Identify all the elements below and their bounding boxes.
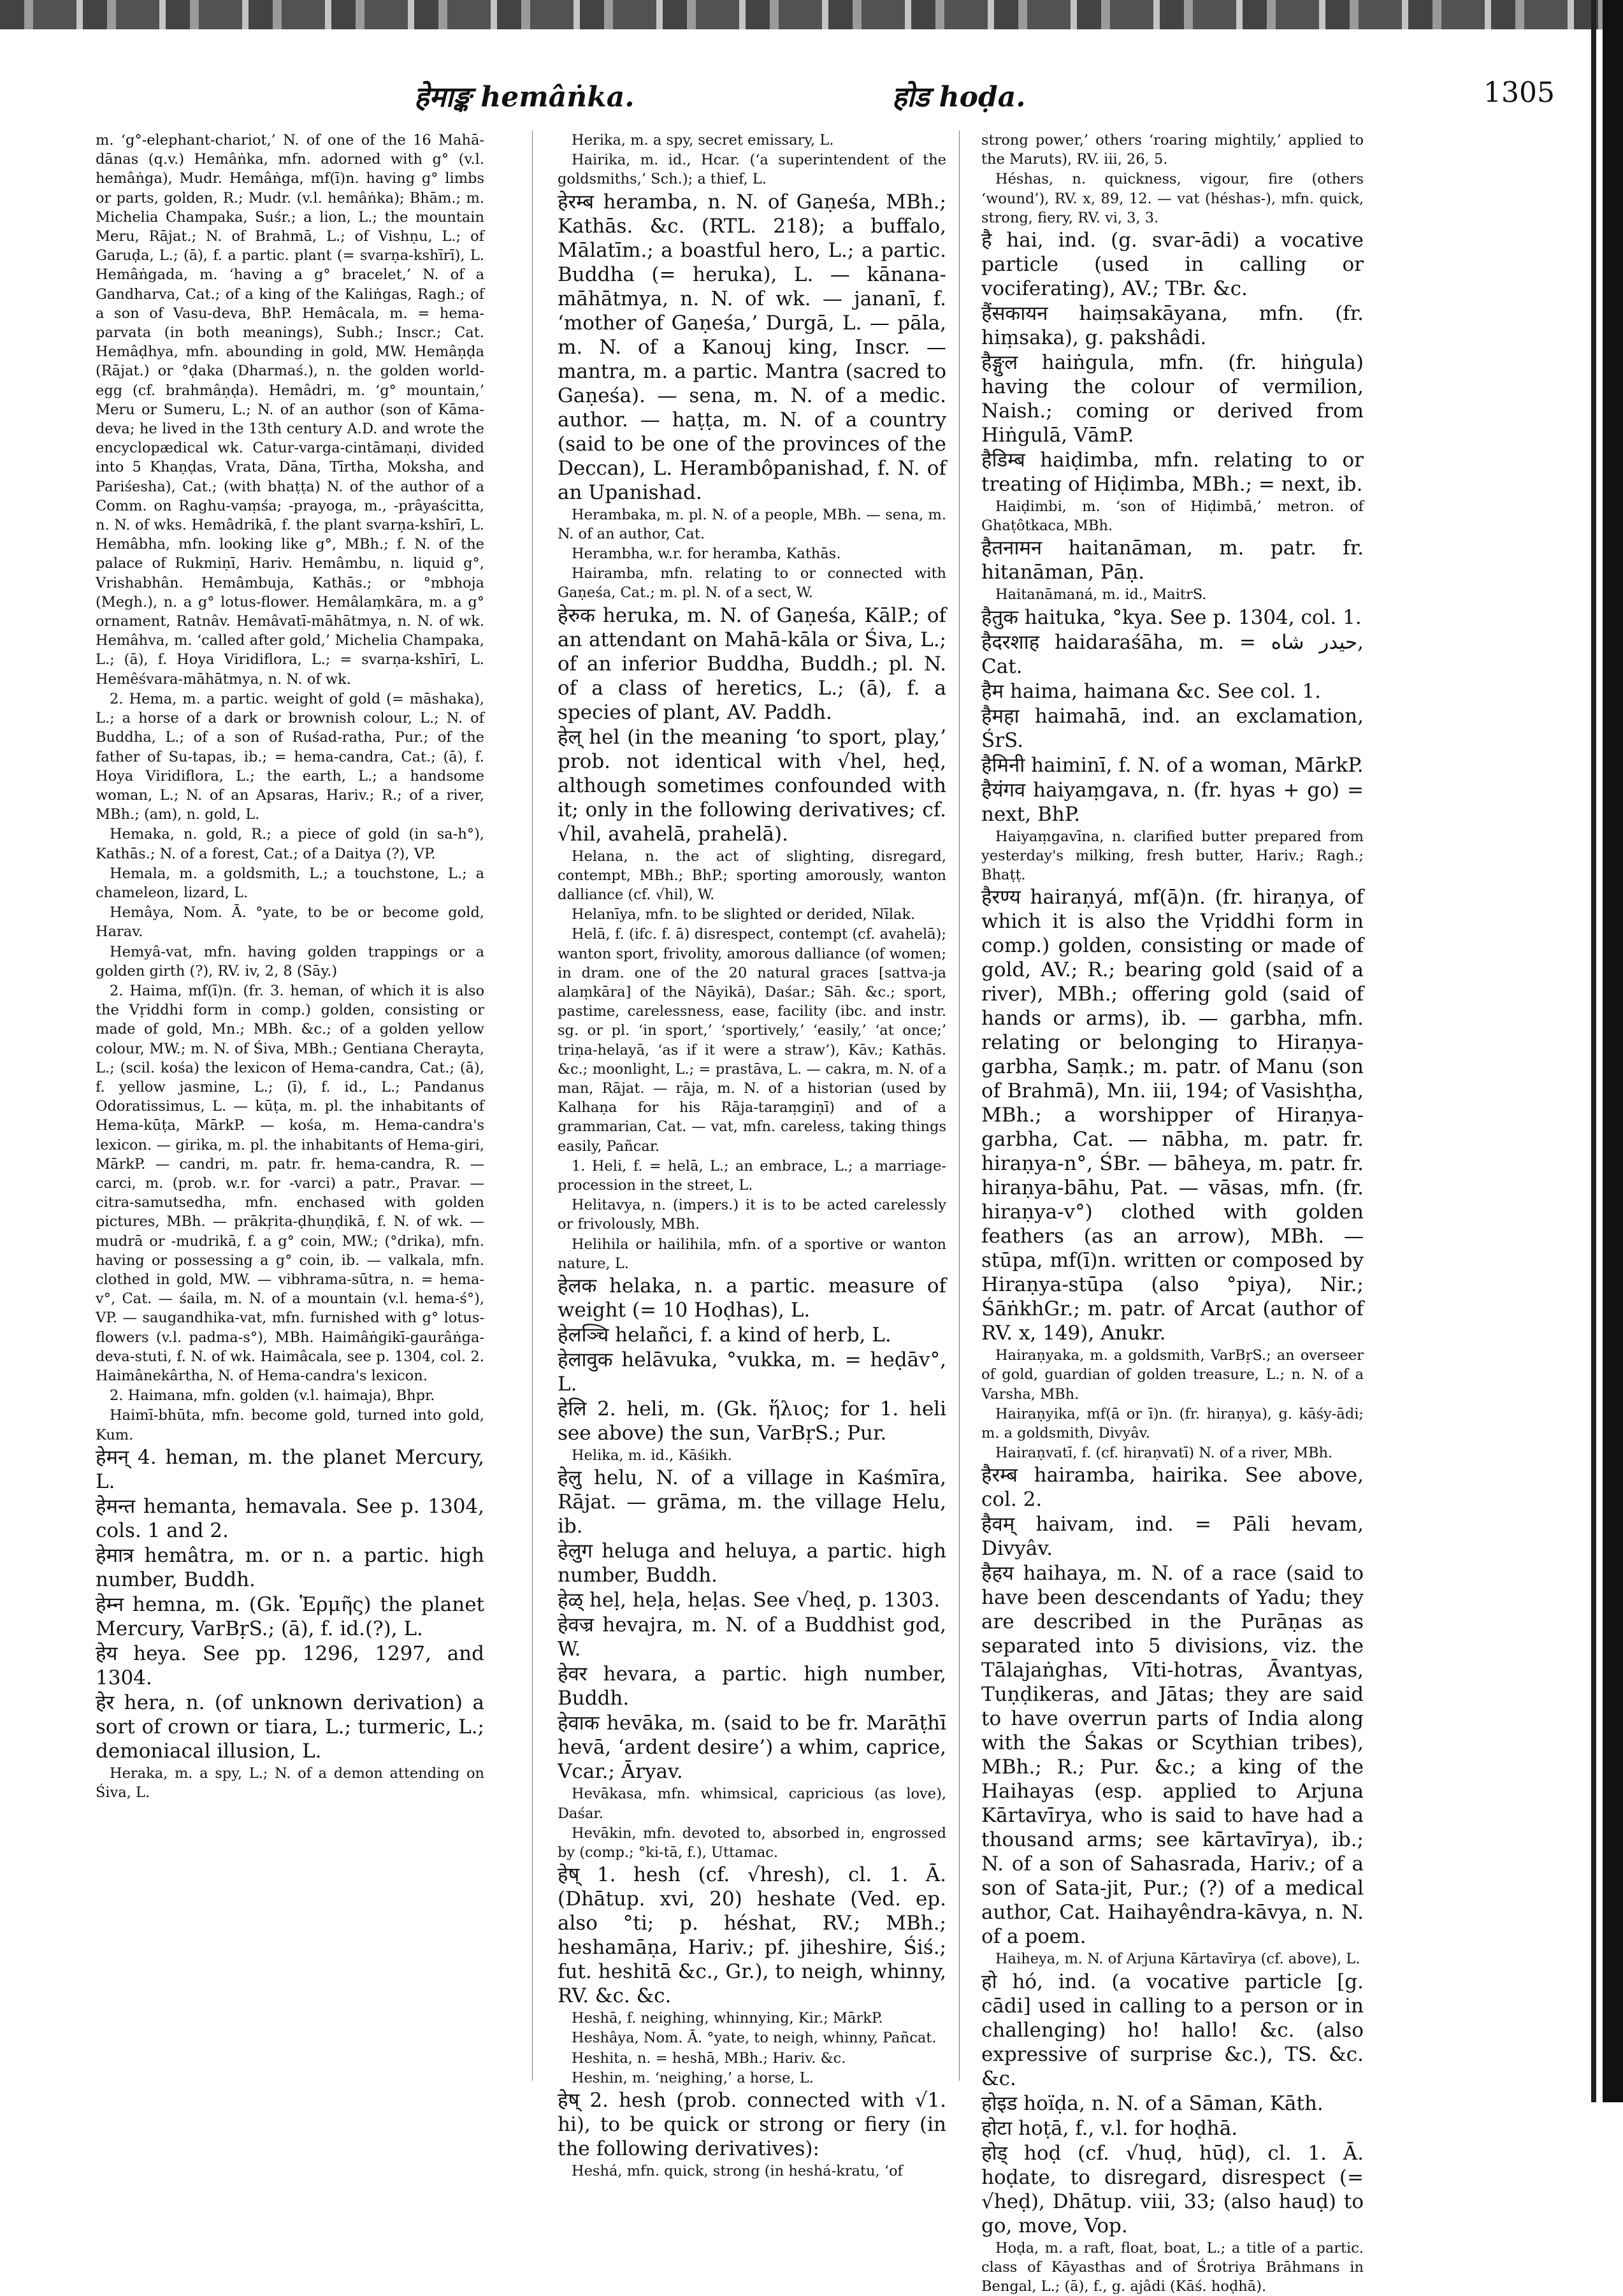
dictionary-entry: Hemaka, n. gold, R.; a piece of gold (in sa-h°), Kathās.; N. of a forest, Cat.; of a Daitya (?), VP. <box>96 826 484 862</box>
dictionary-entry: हेवर hevara, a partic. high number, Buddh. <box>558 1663 946 1710</box>
dictionary-entry: Herambha, w.r. for heramba, Kathās. <box>572 545 841 563</box>
scan-border-right-inner <box>1591 0 1596 2102</box>
dictionary-entry: हेर hera, n. (of unknown derivation) a sort of crown or tiara, L.; turmeric, L.; demoniacal illusion, L. <box>96 1691 484 1763</box>
dictionary-entry: होटा hoṭā, f., v.l. for hoḍhā. <box>981 2116 1238 2140</box>
dictionary-entry: Heshita, n. = heshā, MBh.; Hariv. &c. <box>572 2049 846 2067</box>
dictionary-entry: Helanīya, mfn. to be slighted or derided, Nīlak. <box>572 906 916 923</box>
dictionary-entry: strong power,’ others ‘roaring mightily,’ applied to the Maruts), RV. iii, 26, 5. <box>981 132 1364 168</box>
dictionary-entry: हैवम् haivam, ind. = Pāli hevam, Divyâv. <box>981 1513 1364 1561</box>
page-header <box>96 76 1555 115</box>
dictionary-entry: हेळ् heḷ, heḷa, heḷas. See √heḍ, p. 1303. <box>558 1589 941 1612</box>
dictionary-entry: Helihila or hailihila, mfn. of a sportive or wanton nature, L. <box>558 1236 946 1272</box>
dictionary-entry: हैतुक haituka, °kya. See p. 1304, col. 1. <box>981 605 1362 629</box>
dictionary-entry: Hemala, m. a goldsmith, L.; a touchstone, L.; a chameleon, lizard, L. <box>96 865 484 901</box>
dictionary-entry: Helā, f. (ifc. f. ā) disrespect, contempt (cf. avahelā); wanton sport, frivolity, amorous dalliance (of women; in dram. one of the 20 natural graces [sattva-ja alaṃkāra] of the Nāyikā), Daśar.; Sāh. &c.; sport, pastime, carelessness, ease, facility (ibc. and instr. sg. or pl. ‘in sport,’ ‘sportively,’ ‘easily,’ ‘at once;’ triṇa-helayā, ‘as if it were a straw’), Kāv.; Kathās. &c.; moonlight, L.; = prastāva, L. — cakra, m. N. of a man, Rājat. — rāja, m. N. of a historian (used by Kalhaṇa for his Rāja-taraṃgiṇī) and of a grammarian, Cat. — vat, mfn. careless, taking things easily, Pañcar. <box>558 926 946 1155</box>
scan-border-right <box>1603 0 1623 2102</box>
dictionary-entry: हैयंगव haiyaṃgava, n. (fr. hyas + go) = next, BhP. <box>981 778 1364 826</box>
dictionary-entry: हेष् 1. hesh (cf. √hresh), cl. 1. Ā. (Dhātup. xvi, 20) heshate (Ved. ep. also °ti; p. héshat, RV.; MBh.; heshamāṇa, Hariv.; pf. jiheshire, Śiś.; fut. heshitā &c., Gr.), to neigh, whinny, RV. &c. &c. <box>558 1863 946 2008</box>
dictionary-entry: Haiheya, m. N. of Arjuna Kārtavīrya (cf. above), L. <box>995 1951 1360 1968</box>
column-3 <box>981 131 1364 2295</box>
header-center-headword: होड hoḍa. <box>892 81 1026 113</box>
page-number: 1305 <box>1483 76 1555 109</box>
dictionary-entry: 2. Haimana, mfn. golden (v.l. haimaja), Bhpr. <box>110 1387 435 1404</box>
dictionary-entry: हो hó, ind. (a vocative particle [g. cādi] used in calling to a person or in challenging) ho! hallo! &c. (also expressive of surprise &c.), TS. &c. &c. <box>981 1970 1364 2090</box>
dictionary-entry: हेलञ्चि helañci, f. a kind of herb, L. <box>558 1324 891 1347</box>
dictionary-entry: हेलुग heluga and heluya, a partic. high number, Buddh. <box>558 1540 946 1587</box>
dictionary-entry: हैहय haihaya, m. N. of a race (said to have been descendants of Yadu; they are described in the Purāṇas as separated into 5 divisions, viz. the Tālajaṅghas, Vīti-hotras, Āvantyas, Tuṇḍikeras, and Jātas; they are said to have overrun parts of India along with the Śakas or Scythian tribes), MBh.; R.; Pur. &c.; a king of the Haihayas (esp. applied to Arjuna Kārtavīrya, who is said to have had a thousand arms; see kārtavīrya), ib.; N. of a son of Sahasrada, Hariv.; of a son of Sata-jit, Pur.; (?) of a medical author, Cat. Haihayêndra-kāvya, n. N. of a poem. <box>981 1562 1364 1949</box>
dictionary-entry: हेलावुक helāvuka, °vukka, m. = heḍāv°, L. <box>558 1348 946 1396</box>
dictionary-entry: Helitavya, n. (impers.) it is to be acted carelessly or frivolously, MBh. <box>558 1197 946 1233</box>
dictionary-entry: हेरुक heruka, m. N. of Gaṇeśa, KālP.; of an attendant on Mahā-kāla or Śiva, L.; of an inferior Buddha, Buddh.; pl. N. of a class of heretics, L.; (ā), f. a species of plant, AV. Paddh. <box>558 603 946 724</box>
dictionary-entry: हेमात्र hemâtra, m. or n. a partic. high number, Buddh. <box>96 1543 484 1591</box>
column-2 <box>558 131 946 2179</box>
dictionary-entry: Haiyaṃgavīna, n. clarified butter prepared from yesterday's milking, fresh butter, Hariv.; Ragh.; Bhaṭṭ. <box>981 828 1364 884</box>
dictionary-entry: हेरम्ब heramba, n. N. of Gaṇeśa, MBh.; Kathās. &c. (RTL. 218); a buffalo, Mālatīm.; a boastful hero, L.; a partic. Buddha (= heruka), L. — kānana-māhātmya, n. N. of wk. — jananī, f. ‘mother of Gaṇeśa,’ Durgā, L. — pāla, m. N. of a Kanouj king, Inscr. — mantra, m. a partic. Mantra (sacred to Gaṇeśa). — sena, m. N. of a medic. author. — haṭṭa, m. N. of a country (said to be one of the provinces of the Deccan), L. Herambôpanishad, f. N. of an Upanishad. <box>558 190 946 504</box>
dictionary-entry: हैमिनी haiminī, f. N. of a woman, MārkP. <box>981 753 1364 777</box>
dictionary-entry: हैदरशाह haidaraśāha, m. = حیدر شاه, Cat. <box>981 630 1364 678</box>
dictionary-entry: Hairaṇyika, mf(ā or ī)n. (fr. hiraṇya), g. kāśy-ādi; m. a goldsmith, Divyâv. <box>981 1405 1364 1442</box>
dictionary-entry: Héshas, n. quickness, vigour, fire (others ‘wound’), RV. x, 89, 12. — vat (héshas-), mfn. quick, strong, fiery, RV. vi, 3, 3. <box>981 171 1364 226</box>
dictionary-entry: हैङ्गुल haiṅgula, mfn. (fr. hiṅgula) having the colour of vermilion, Naish.; coming or derived from Hiṅgulā, VāmP. <box>981 351 1364 447</box>
dictionary-entry: हैरण्य hairaṇyá, mf(ā)n. (fr. hiraṇya, of which it is also the Vṛiddhi form in comp.) golden, consisting or made of gold, AV.; R.; bearing gold (said of a river), MBh.; offering gold (said of hands or arms), ib. — garbha, mfn. relating or belonging to Hiraṇya-garbha, Saṃk.; m. patr. of Manu (son of Brahmā), Mn. iii, 194; of Vasishṭha, MBh.; a worshipper of Hiraṇya-garbha, Cat. — nābha, m. patr. fr. hiraṇya-n°, ŚBr. — bāheya, m. patr. fr. hiraṇya-bāhu, Pat. — vāsas, mfn. (fr. hiraṇya-v°) clothed with golden feathers (as an arrow), MBh. — stūpa, mf(ī)n. written or composed by Hiraṇya-stūpa (also °piya), Nir.; ŚāṅkhGr.; m. patr. of Arcat (author of RV. x, 149), Anukr. <box>981 886 1364 1345</box>
dictionary-entry: हैंसकायन haiṃsakāyana, mfn. (fr. hiṃsaka), g. pakshâdi. <box>981 302 1364 350</box>
dictionary-entry: Hairaṇyaka, m. a goldsmith, VarBṛS.; an overseer of gold, guardian of golden treasure, L.; n. N. of a Varsha, MBh. <box>981 1347 1364 1403</box>
dictionary-entry: Helika, m. id., Kāśikh. <box>572 1447 732 1464</box>
dictionary-entry: Hevākin, mfn. devoted to, absorbed in, engrossed by (comp.; °ki-tā, f.), Uttamac. <box>558 1824 946 1861</box>
dictionary-entry: होड् hoḍ (cf. √huḍ, hūḍ), cl. 1. Ā. hoḍate, to disregard, disrespect (= √heḍ), Dhātup. viii, 33; (also hauḍ) to go, move, Vop. <box>981 2141 1364 2237</box>
dictionary-entry: Herambaka, m. pl. N. of a people, MBh. — sena, m. N. of an author, Cat. <box>558 506 946 542</box>
dictionary-entry: हेवज्र hevajra, m. N. of a Buddhist god, W. <box>558 1614 946 1661</box>
dictionary-entry: हैतनामन haitanāman, m. patr. fr. hitanāman, Pāṇ. <box>981 537 1364 584</box>
dictionary-entry: हैम haima, haimana &c. See col. 1. <box>981 679 1322 703</box>
dictionary-entry: हेलक helaka, n. a partic. measure of weight (= 10 Hoḍhas), L. <box>558 1274 946 1322</box>
dictionary-entry: Heshin, m. ‘neighing,’ a horse, L. <box>572 2069 814 2086</box>
dictionary-entry: हेलु helu, N. of a village in Kaśmīra, Rājat. — grāma, m. the village Helu, ib. <box>558 1466 946 1538</box>
dictionary-entry: है hai, ind. (g. svar-ādi) a vocative particle (used in calling or vociferating), AV.; TBr. &c. <box>981 229 1364 301</box>
dictionary-entry: Heshá, mfn. quick, strong (in heshá-kratu, ‘of <box>572 2162 903 2179</box>
dictionary-entry: Haitanāmaná, m. id., MaitrS. <box>995 586 1207 603</box>
dictionary-entry: हैरम्ब hairamba, hairika. See above, col. 2. <box>981 1464 1364 1512</box>
dictionary-entry: 2. Hema, m. a partic. weight of gold (= māshaka), L.; a horse of a dark or brownish colour, L.; N. of Buddha, L.; of a son of Ruśad-ratha, Pur.; of the father of Su-tapas, ib.; = hema-candra, Cat.; (ā), f. Hoya Viridiflora, L.; the earth, L.; a handsome woman, L.; N. of an Apsaras, Hariv.; R.; of a river, MBh.; (am), n. gold, L. <box>96 690 484 823</box>
scan-border-top <box>0 0 1623 29</box>
dictionary-entry: Hairika, m. id., Hcar. (‘a superintendent of the goldsmiths,’ Sch.); a thief, L. <box>558 152 946 188</box>
dictionary-entry: Hemyâ-vat, mfn. having golden trappings or a golden girth (?), RV. iv, 2, 8 (Sāy.) <box>96 943 484 979</box>
dictionary-entry: हेमन्त hemanta, hemavala. See p. 1304, cols. 1 and 2. <box>96 1494 484 1542</box>
dictionary-entry: m. ‘g°-elephant-chariot,’ N. of one of the 16 Mahā-dānas (q.v.) Hemâṅka, mfn. adorned with g° (v.l. hemâṅga), Mudr. Hemâṅga, mf(ī)n. having g° limbs or parts, golden, R.; Mudr. (v.l. hemâṅka); Bhām.; m. Michelia Champaka, Suśr.; a lion, L.; the mountain Meru, Rājat.; N. of Brahmā, L.; of Vishṇu, L.; of Garuḍa, L.; (ā), f. a partic. plant (= svarṇa-kshīrī), L. Hemâṅgada, m. ‘having a g° bracelet,’ N. of a Gandharva, Cat.; of a king of the Kaliṅgas, Ragh.; of a son of Vasu-deva, BhP. Hemâcala, m. = hema-parvata (in both meanings), Subh.; Inscr.; Cat. Hemâḍhya, mfn. abounding in gold, MW. Hemâṇḍa (Rājat.) or °ḍaka (Dharmaś.), n. the golden world-egg (cf. brahmâṇḍa). Hemâdri, m. ‘g° mountain,’ Meru or Sumeru, L.; N. of an author (son of Kāma-deva; he lived in the 13th century A.D. and wrote the encyclopædical wk. Catur-varga-cintāmaṇi, divided into 5 Khaṇḍas, Vrata, Dāna, Tīrtha, Moksha, and Pariśesha), Cat.; (with bhaṭṭa) N. of the author of a Comm. on Raghu-vaṃśa; -prayoga, m., -prâyaścitta, n. N. of wks. Hemâdrikā, f. the plant svarṇa-kshīrī, L. Hemâbha, mfn. looking like g°, MBh.; f. N. of the palace of Rukmiṇī, Hariv. Hemâmbu, n. liquid g°, Vrishabhân. Hemâmbuja, Kathās.; or °mbhoja (Megh.), n. a g° lotus-flower. Hemâlaṃkāra, m. a g° ornament, Ratnâv. Hemâvatī-māhātmya, n. N. of wk. Hemâhva, m. ‘called after gold,’ Michelia Champaka, L.; (ā), f. Hoya Viridiflora, L.; = svarṇa-kshīrī, L. Hemêśvara-māhātmya, n. N. of wk. <box>96 132 484 688</box>
dictionary-entry: हेष् 2. hesh (prob. connected with √1. hi), to be quick or strong or fiery (in the following derivatives): <box>558 2088 946 2160</box>
dictionary-entry: होइड hoïḍa, n. N. of a Sāman, Kāth. <box>981 2091 1324 2115</box>
dictionary-entry: Hoḍa, m. a raft, float, boat, L.; a title of a partic. class of Kāyasthas and of Śrotriya Brāhmans in Bengal, L.; (ā), f., g. ajâdi (Kāś. hoḍhā). <box>981 2239 1364 2295</box>
dictionary-entry: हेमन् 4. heman, m. the planet Mercury, L. <box>96 1445 484 1493</box>
dictionary-entry: हेय heya. See pp. 1296, 1297, and 1304. <box>96 1642 484 1689</box>
dictionary-entry: 1. Heli, f. = helā, L.; an embrace, L.; a marriage-procession in the street, L. <box>558 1157 946 1194</box>
dictionary-entry: Heshā, f. neighing, whinnying, Kir.; MārkP. <box>572 2010 883 2027</box>
dictionary-entry: Heraka, m. a spy, L.; N. of a demon attending on Śiva, L. <box>96 1765 484 1801</box>
dictionary-entry: Hevākasa, mfn. whimsical, capricious (as love), Daśar. <box>558 1786 946 1822</box>
column-divider-2 <box>959 131 960 2081</box>
dictionary-entry: Hairaṇvatī, f. (cf. hiraṇvatī) N. of a river, MBh. <box>995 1445 1333 1462</box>
dictionary-entry: Haimī-bhūta, mfn. become gold, turned into gold, Kum. <box>96 1407 484 1443</box>
dictionary-entry: Herika, m. a spy, secret emissary, L. <box>572 132 834 148</box>
column-1 <box>96 131 484 2081</box>
header-left-headword: हेमाङ्क hemâṅka. <box>414 81 635 113</box>
column-divider-1 <box>532 131 533 2081</box>
dictionary-entry: हेल् hel (in the meaning ‘to sport, play,’ prob. not identical with √hel, heḍ, although sometimes confounded with it; only in the following derivatives; cf. √hil, avahelā, prahelā). <box>558 725 946 846</box>
dictionary-entry: Hemâya, Nom. Ā. °yate, to be or become gold, Harav. <box>96 904 484 941</box>
dictionary-entry: Helana, n. the act of slighting, disregard, contempt, MBh.; BhP.; sporting amorously, wanton dalliance (cf. √hil), W. <box>558 848 946 904</box>
dictionary-entry: हैडिम्ब haiḍimba, mfn. relating to or treating of Hiḍimba, MBh.; = next, ib. <box>981 449 1364 496</box>
dictionary-entry: Hairamba, mfn. relating to or connected with Gaṇeśa, Cat.; m. pl. N. of a sect, W. <box>558 565 946 602</box>
dictionary-entry: Heshâya, Nom. Ā. °yate, to neigh, whinny, Pañcat. <box>572 2030 937 2047</box>
dictionary-entry: 2. Haima, mf(ī)n. (fr. 3. heman, of which it is also the Vṛiddhi form in comp.) golden, consisting or made of gold, Mn.; MBh. &c.; of a golden yellow colour, MW.; m. N. of Śiva, MBh.; Gentiana Cherayta, L.; (scil. kośa) the lexicon of Hema-candra, Cat.; (ā), f. yellow jasmine, L.; (ī), f. id., L.; Pandanus Odoratissimus, L. — kūṭa, m. pl. the inhabitants of Hema-kūṭa, MārkP. — kośa, m. Hema-candra's lexicon. — girika, m. pl. the inhabitants of Hema-giri, MārkP. — candri, m. patr. fr. hema-candra, R. — carci, m. (prob. w.r. for -varci) a patr., Pravar. — citra-samutsedha, mfn. enchased with golden pictures, MBh. — prākṛita-ḍhuṇḍikā, f. N. of wk. — mudrā or -mudrikā, f. a g° coin, MW.; (°drika), mfn. having or possessing a g° coin, ib. — valkala, mfn. clothed in gold, MW. — vibhrama-sūtra, n. = hema-v°, Cat. — śaila, m. N. of a mountain (v.l. hema-ś°), VP. — saugandhika-vat, mfn. furnished with g° lotus-flowers (v.l. padma-s°), MBh. Haimâṅgikī-gaurâṅga-deva-stuti, f. N. of wk. Haimâcala, see p. 1304, col. 2. Haimânekârtha, N. of Hema-candra's lexicon. <box>96 982 484 1384</box>
dictionary-entry: Haiḍimbi, m. ‘son of Hiḍimbā,’ metron. of Ghaṭôtkaca, MBh. <box>981 498 1364 535</box>
dictionary-entry: हेलि 2. heli, m. (Gk. ἥλιος; for 1. heli see above) the sun, VarBṛS.; Pur. <box>558 1397 946 1445</box>
dictionary-entry: हेवाक hevāka, m. (said to be fr. Marāṭhī hevā, ‘ardent desire’) a whim, caprice, Vcar.; Āryav. <box>558 1712 946 1784</box>
dictionary-entry: हेम्न hemna, m. (Gk. Ἑρμῆς) the planet Mercury, VarBṛS.; (ā), f. id.(?), L. <box>96 1592 484 1640</box>
dictionary-entry: हैमहा haimahā, ind. an exclamation, ŚrS. <box>981 704 1364 752</box>
